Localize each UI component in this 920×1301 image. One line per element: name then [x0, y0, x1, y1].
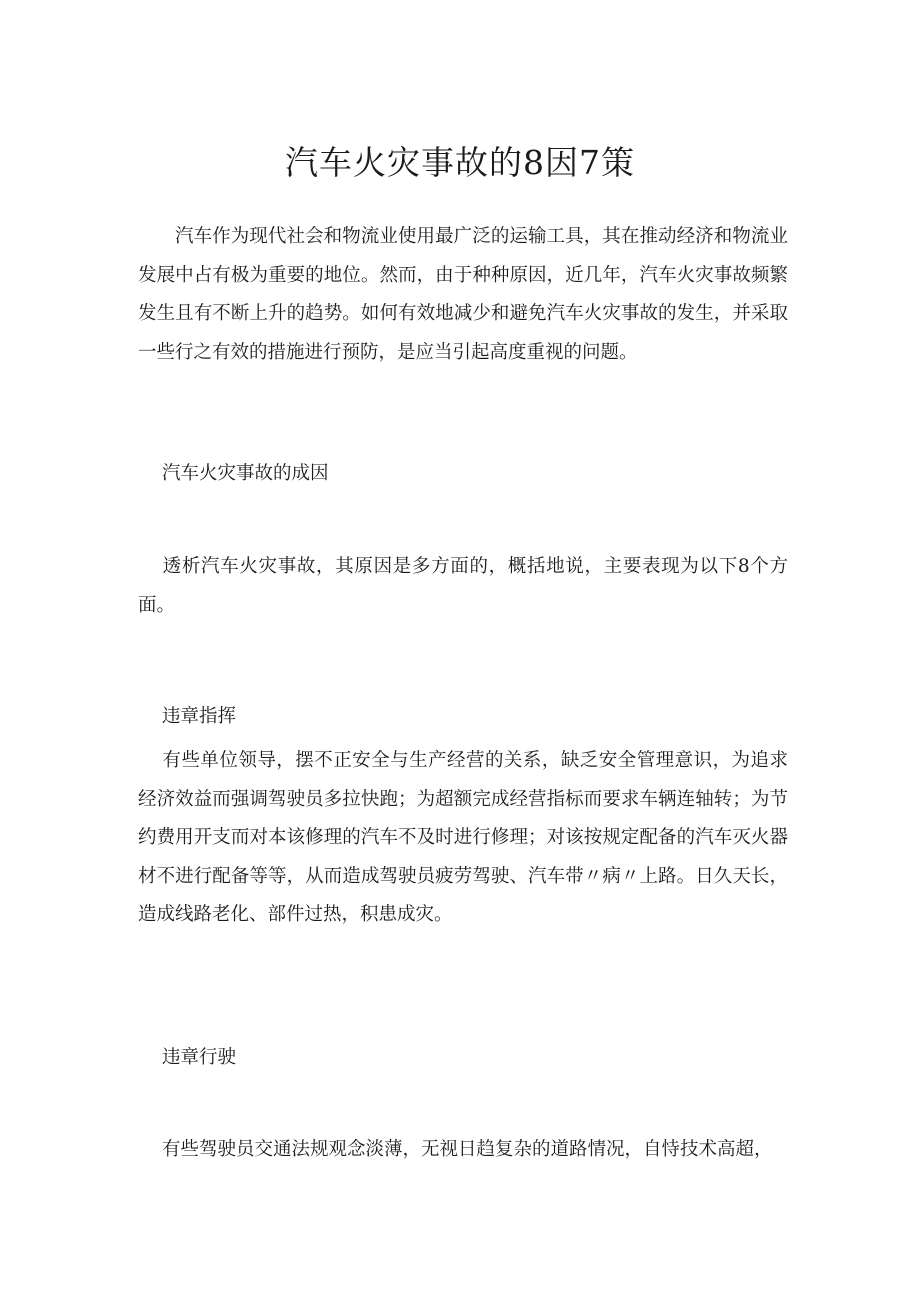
- causes-intro-paragraph: [138, 548, 788, 625]
- document-title: 汽车火灾事故的8因7策: [285, 143, 635, 182]
- cause1-heading: 违章指挥: [162, 706, 237, 727]
- cause2-paragraph: [138, 1131, 788, 1170]
- cause1-paragraph: [138, 742, 788, 935]
- section-heading-causes: 汽车火灾事故的成因: [162, 463, 329, 484]
- causes-intro-text: 透析汽车火灾事故，其原因是多方面的，概括地说，主要表现为以下8个方面。: [138, 556, 788, 616]
- cause1-text: 有些单位领导，摆不正安全与生产经营的关系，缺乏安全管理意识，为追求经济效益而强调驾驶员多拉快跑；为超额完成经营指标而要求车辆连轴转；为节约费用开支而对本该修理的汽车不及时进行修理；对该按规定配备的汽车灭火器材不进行配备等等，从而造成驾驶员疲劳驾驶、汽车带〃病〃上路。日久天长，造成线路老化、部件过热，积患成灾。: [138, 750, 788, 925]
- cause2-text: 有些驾驶员交通法规观念淡薄，无视日趋复杂的道路情况，自恃技术高超，: [162, 1139, 773, 1160]
- intro-paragraph: 汽车作为现代社会和物流业使用最广泛的运输工具，其在推动经济和物流业发展中占有极为重要的地位。然而，由于种种原因，近几年，汽车火灾事故频繁发生且有不断上升的趋势。如何有效地减少和避免汽车火灾事故的发生，并采取一些行之有效的措施进行预防，是应当引起高度重视的问题。: [138, 226, 788, 363]
- cause2-heading: 违章行驶: [162, 1047, 237, 1068]
